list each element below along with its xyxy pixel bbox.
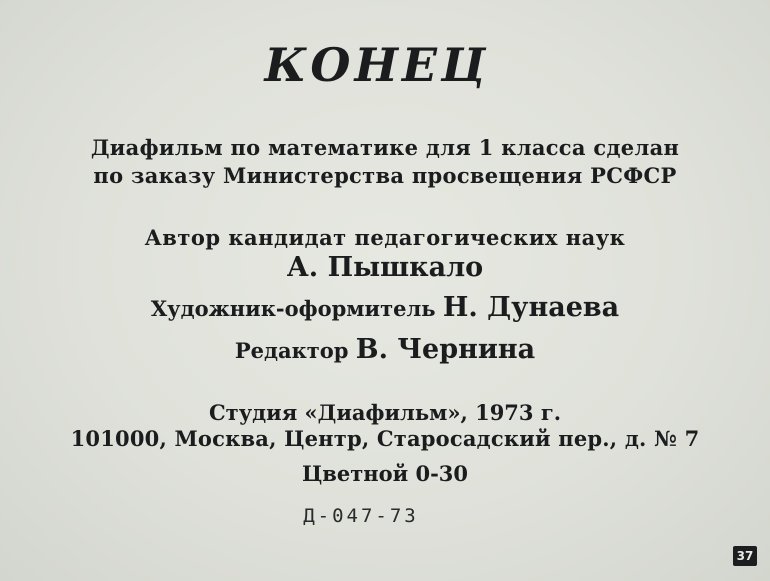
frame-number-badge: 37: [733, 546, 757, 566]
catalog-code: Д-047-73: [303, 505, 419, 527]
author-role: Автор кандидат педагогических наук: [144, 225, 626, 250]
credits-line-1: Диафильм по математике для 1 класса сделан: [90, 135, 680, 160]
studio-line-1: Студия «Диафильм», 1973 г.: [208, 400, 562, 425]
editor-name: В. Чернина: [355, 334, 536, 365]
artist-name: Н. Дунаева: [442, 292, 620, 323]
editor-role: Редактор: [234, 338, 349, 363]
studio-address: 101000, Москва, Центр, Старосадский пер., д. № 7: [70, 426, 700, 451]
artist-role: Художник-оформитель: [150, 296, 436, 321]
color-info: Цветной 0-30: [301, 461, 469, 486]
credits-line-2: по заказу Министерства просвещения РСФСР: [93, 163, 677, 188]
author-name: А. Пышкало: [286, 252, 484, 283]
end-title: КОНЕЦ: [264, 38, 490, 92]
artist-credit: [0, 292, 770, 323]
editor-credit: [0, 334, 770, 365]
